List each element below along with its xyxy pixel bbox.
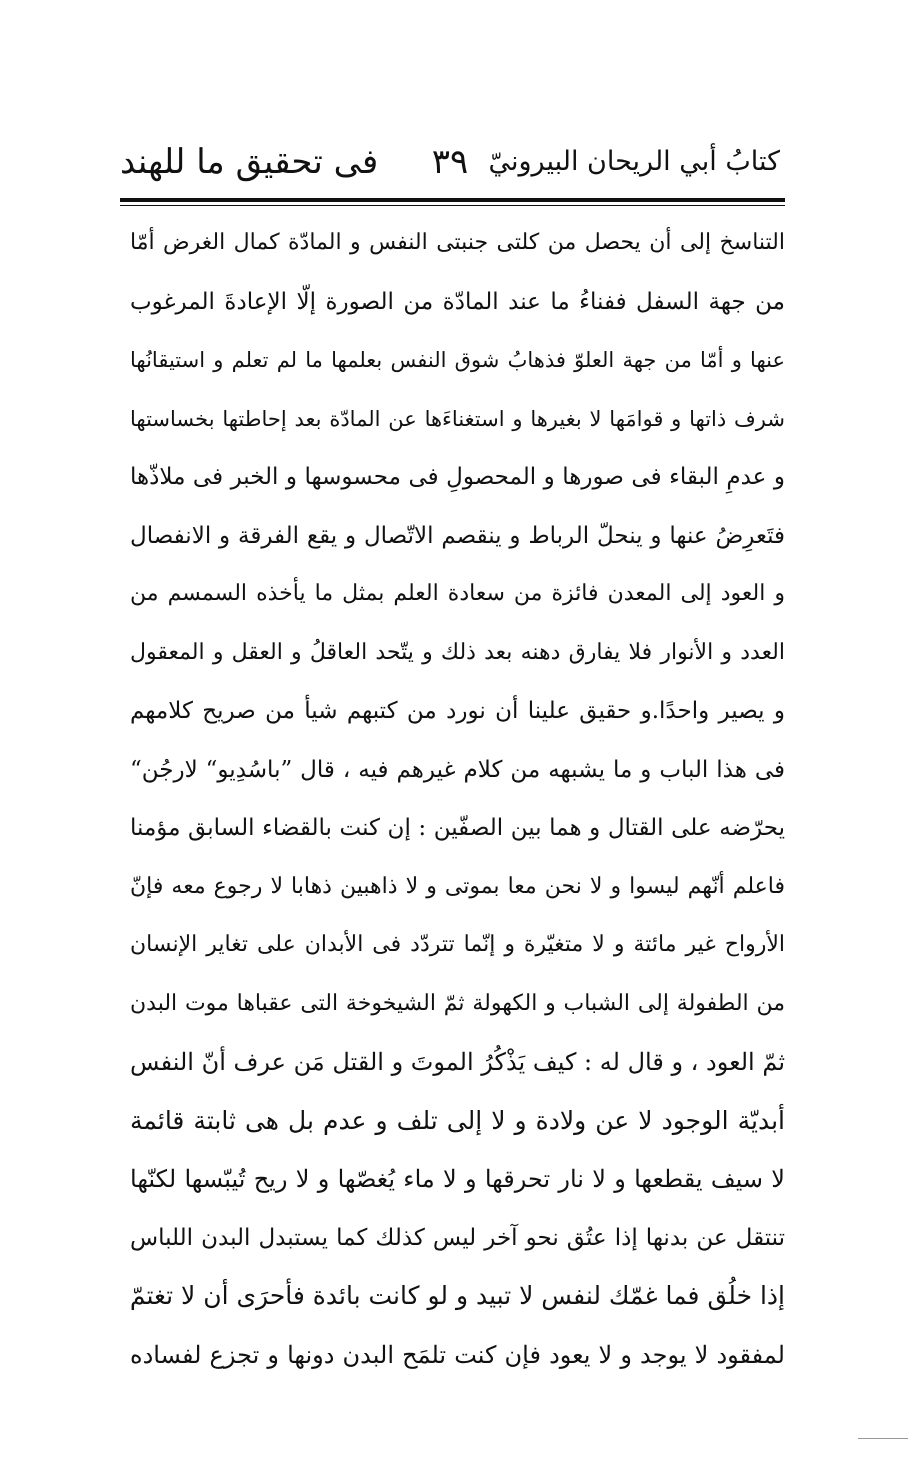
text-line: عنها و أمّا من جهة العلوّ فذهابُ شوق النفس بعلمها ما لم تعلم و استيقانُها (130, 348, 785, 372)
text-line: يحرّضه على القتال و هما بين الصفّين : إن كنت بالقضاء السابق مؤمنا (130, 815, 785, 841)
text-line: إذا خلُق فما غمّك لنفس لا تبيد و لو كانت بائدة فأحرَى أن لا تغتمّ (130, 1281, 785, 1310)
text-line: من جهة السفل ففناءُ ما عند المادّة من الصورة إلّا الإعادةَ المرغوب (130, 288, 785, 315)
text-line: شرف ذاتها و قوامَها لا بغيرها و استغناءَها عن المادّة بعد إحاطتها بخساستها (130, 406, 785, 431)
text-line: التناسخ إلى أن يحصل من كلتى جنبتى النفس و المادّة كمال الغرض أمّا (130, 230, 785, 255)
text-line: فتَعرِضُ عنها و ينحلّ الرباط و ينقصم الاتّصال و يقع الفرقة و الانفصال (130, 522, 785, 549)
running-header (120, 132, 780, 192)
text-line: العدد و الأنوار فلا يفارق دهنه بعد ذلك و يتّحد العاقلُ و العقل و المعقول (130, 639, 785, 665)
body-text (130, 214, 785, 1384)
page-number: ٣٩ (431, 142, 469, 182)
header-rule-thick (120, 198, 785, 202)
text-line: و عدمِ البقاء فى صورها و المحصولِ فى محسوسها و الخبر فى ملاذّها (130, 464, 785, 490)
header-work-title: فى تحقيق ما للهند (120, 142, 379, 182)
text-line: الأرواح غير مائتة و لا متغيّرة و إنّما تتردّد فى الأبدان على تغاير الإنسان (130, 932, 785, 957)
header-book-title: كتابُ أبي الريحان البيرونيّ (488, 146, 780, 177)
header-rule-thin (120, 205, 785, 206)
text-line: ثمّ العود ، و قال له : كيف يَذْكُرُ الموتَ و القتل مَن عرف أنّ النفس (130, 1048, 785, 1076)
scan-edge-mark (858, 1438, 908, 1439)
text-line: تنتقل عن بدنها إذا عتُق نحو آخر ليس كذلك كما يستبدل البدن اللباس (130, 1224, 785, 1251)
text-line: من الطفولة إلى الشباب و الكهولة ثمّ الشيخوخة التى عقباها موت البدن (130, 990, 785, 1016)
text-line: لا سيف يقطعها و لا نار تحرقها و لا ماء يُغصّها و لا ريح تُيبّسها لكنّها (130, 1165, 785, 1193)
text-line: أبديّة الوجود لا عن ولادة و لا إلى تلف و عدم بل هى ثابتة قائمة (130, 1105, 785, 1135)
text-line: و يصير واحدًا.و حقيق علينا أن نورد من كتبهم شيأ من صريح كلامهم (130, 698, 785, 724)
text-line: فى هذا الباب و ما يشبهه من كلام غيرهم فيه ، قال ”باسُدِيو“ لارجُن“ (130, 756, 785, 783)
text-line: فاعلم أنّهم ليسوا و لا نحن معا بموتى و لا ذاهبين ذهابا لا رجوع معه فإنّ (130, 873, 785, 899)
text-line: لمفقود لا يوجد و لا يعود فإن كنت تلمَح البدن دونها و تجزع لفساده (130, 1340, 785, 1369)
text-line: و العود إلى المعدن فائزة من سعادة العلم بمثل ما يأخذه السمسم من (130, 581, 785, 606)
